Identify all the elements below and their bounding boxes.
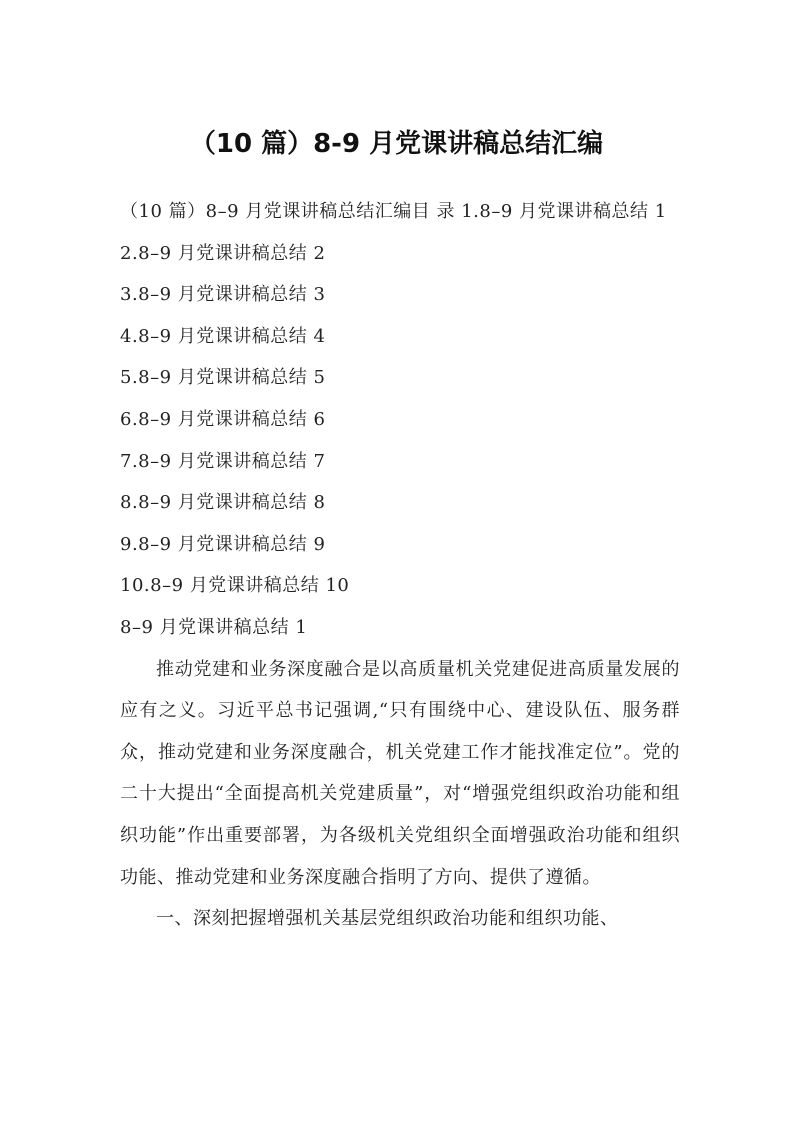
document-body: [120, 191, 680, 940]
toc-item-4: 4.8–9 月党课讲稿总结 4: [120, 325, 326, 347]
toc-item-6: 6.8–9 月党课讲稿总结 6: [120, 408, 326, 430]
toc-intro: （10 篇）8–9 月党课讲稿总结汇编目 录 1.8–9 月党课讲稿总结 1: [120, 201, 667, 222]
toc-item-8: 8.8–9 月党课讲稿总结 8: [120, 492, 326, 514]
body-paragraph-2: 一、深刻把握增强机关基层党组织政治功能和组织功能、: [156, 908, 619, 930]
document-title: （10 篇）8-9 月党课讲稿总结汇编: [189, 129, 604, 159]
toc-item-9: 9.8–9 月党课讲稿总结 9: [120, 533, 326, 555]
toc-item-5: 5.8–9 月党课讲稿总结 5: [120, 367, 326, 389]
toc-item-7: 7.8–9 月党课讲稿总结 7: [120, 450, 326, 472]
toc-item-10: 10.8–9 月党课讲稿总结 10: [120, 575, 350, 597]
body-paragraph-1: 推动党建和业务深度融合是以高质量机关党建促进高质量发展的应有之义。习近平总书记强调,“只有围绕中心、建设队伍、服务群众，推动党建和业务深度融合，机关党建工作才能找准定位”。党的二十大提出“全面提高机关党建质量”，对“增强党组织政治功能和组织功能”作出重要部署，为各级机关党组织全面增强政治功能和组织功能、推动党建和业务深度融合指明了方向、提供了遵循。: [120, 658, 680, 888]
section-heading: 8–9 月党课讲稿总结 1: [120, 616, 308, 638]
toc-item-3: 3.8–9 月党课讲稿总结 3: [120, 284, 326, 306]
toc-item-2: 2.8–9 月党课讲稿总结 2: [120, 242, 326, 264]
